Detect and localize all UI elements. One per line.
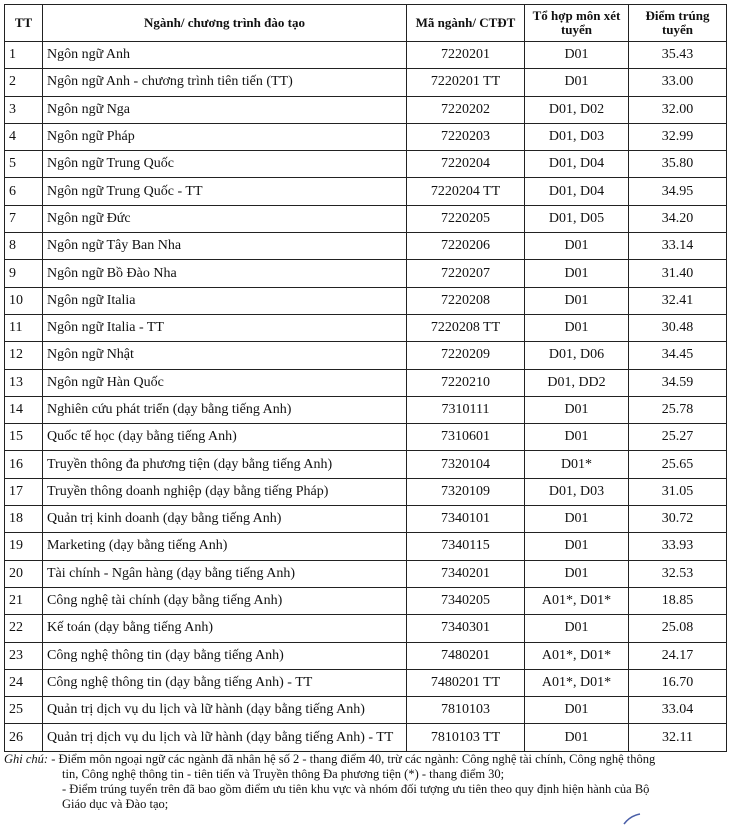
admission-score: 24.17 bbox=[629, 642, 727, 669]
row-number: 11 bbox=[5, 314, 43, 341]
program-name: Quốc tế học (dạy bằng tiếng Anh) bbox=[43, 424, 407, 451]
table-row bbox=[5, 533, 727, 560]
admission-score: 30.72 bbox=[629, 506, 727, 533]
subject-combination: D01, D03 bbox=[525, 123, 629, 150]
program-name: Quản trị dịch vụ du lịch và lữ hành (dạy bằng tiếng Anh) bbox=[43, 697, 407, 724]
program-name: Ngôn ngữ Anh - chương trình tiên tiến (TT) bbox=[43, 69, 407, 96]
row-number: 8 bbox=[5, 233, 43, 260]
program-name: Ngôn ngữ Đức bbox=[43, 205, 407, 232]
table-row bbox=[5, 615, 727, 642]
table-row bbox=[5, 424, 727, 451]
row-number: 17 bbox=[5, 478, 43, 505]
program-code: 7220204 TT bbox=[407, 178, 525, 205]
program-code: 7340301 bbox=[407, 615, 525, 642]
admission-score: 34.95 bbox=[629, 178, 727, 205]
row-number: 18 bbox=[5, 506, 43, 533]
header-tt: TT bbox=[5, 5, 43, 42]
program-code: 7220207 bbox=[407, 260, 525, 287]
note-line-1: - Điểm môn ngoại ngữ các ngành đã nhân hệ số 2 - thang điểm 40, trừ các ngành: Công nghệ tài chính, Công nghệ thông bbox=[51, 752, 656, 766]
program-name: Ngôn ngữ Italia - TT bbox=[43, 314, 407, 341]
program-name: Truyền thông đa phương tiện (dạy bằng tiếng Anh) bbox=[43, 451, 407, 478]
admission-score: 33.00 bbox=[629, 69, 727, 96]
admission-score: 25.08 bbox=[629, 615, 727, 642]
program-code: 7220201 TT bbox=[407, 69, 525, 96]
program-name: Ngôn ngữ Tây Ban Nha bbox=[43, 233, 407, 260]
table-row bbox=[5, 697, 727, 724]
table-row bbox=[5, 260, 727, 287]
subject-combination: D01 bbox=[525, 69, 629, 96]
subject-combination: D01, DD2 bbox=[525, 369, 629, 396]
table-row bbox=[5, 178, 727, 205]
program-name: Ngôn ngữ Trung Quốc - TT bbox=[43, 178, 407, 205]
table-row bbox=[5, 342, 727, 369]
admission-score: 25.65 bbox=[629, 451, 727, 478]
table-row bbox=[5, 478, 727, 505]
program-code: 7220204 bbox=[407, 151, 525, 178]
subject-combination: D01 bbox=[525, 233, 629, 260]
subject-combination: D01 bbox=[525, 260, 629, 287]
program-code: 7220210 bbox=[407, 369, 525, 396]
table-header-row bbox=[5, 5, 727, 42]
program-code: 7480201 bbox=[407, 642, 525, 669]
admission-score: 16.70 bbox=[629, 669, 727, 696]
row-number: 10 bbox=[5, 287, 43, 314]
row-number: 3 bbox=[5, 96, 43, 123]
subject-combination: D01 bbox=[525, 615, 629, 642]
program-code: 7220209 bbox=[407, 342, 525, 369]
subject-combination: A01*, D01* bbox=[525, 587, 629, 614]
program-name: Quản trị kinh doanh (dạy bằng tiếng Anh) bbox=[43, 506, 407, 533]
row-number: 19 bbox=[5, 533, 43, 560]
row-number: 25 bbox=[5, 697, 43, 724]
program-name: Truyền thông doanh nghiệp (dạy bằng tiếng Pháp) bbox=[43, 478, 407, 505]
admission-score: 34.45 bbox=[629, 342, 727, 369]
program-code: 7220208 TT bbox=[407, 314, 525, 341]
row-number: 7 bbox=[5, 205, 43, 232]
subject-combination: D01 bbox=[525, 697, 629, 724]
row-number: 23 bbox=[5, 642, 43, 669]
subject-combination: D01 bbox=[525, 287, 629, 314]
row-number: 15 bbox=[5, 424, 43, 451]
program-name: Công nghệ tài chính (dạy bằng tiếng Anh) bbox=[43, 587, 407, 614]
subject-combination: D01, D05 bbox=[525, 205, 629, 232]
program-name: Ngôn ngữ Pháp bbox=[43, 123, 407, 150]
table-row bbox=[5, 123, 727, 150]
admission-score: 18.85 bbox=[629, 587, 727, 614]
admission-score: 33.14 bbox=[629, 233, 727, 260]
table-row bbox=[5, 669, 727, 696]
subject-combination: D01 bbox=[525, 533, 629, 560]
program-code: 7320109 bbox=[407, 478, 525, 505]
row-number: 6 bbox=[5, 178, 43, 205]
notes-section bbox=[4, 752, 726, 812]
row-number: 4 bbox=[5, 123, 43, 150]
row-number: 13 bbox=[5, 369, 43, 396]
program-code: 7310111 bbox=[407, 396, 525, 423]
program-code: 7810103 TT bbox=[407, 724, 525, 751]
header-code: Mã ngành/ CTĐT bbox=[407, 5, 525, 42]
subject-combination: D01, D03 bbox=[525, 478, 629, 505]
program-code: 7480201 TT bbox=[407, 669, 525, 696]
table-row bbox=[5, 560, 727, 587]
subject-combination: D01 bbox=[525, 506, 629, 533]
program-code: 7310601 bbox=[407, 424, 525, 451]
subject-combination: D01 bbox=[525, 424, 629, 451]
program-name: Nghiên cứu phát triển (dạy bằng tiếng Anh) bbox=[43, 396, 407, 423]
subject-combination: D01 bbox=[525, 314, 629, 341]
header-program: Ngành/ chương trình đào tạo bbox=[43, 5, 407, 42]
table-body bbox=[5, 42, 727, 752]
row-number: 5 bbox=[5, 151, 43, 178]
admission-score: 34.20 bbox=[629, 205, 727, 232]
table-row bbox=[5, 314, 727, 341]
program-code: 7340201 bbox=[407, 560, 525, 587]
row-number: 16 bbox=[5, 451, 43, 478]
program-name: Marketing (dạy bằng tiếng Anh) bbox=[43, 533, 407, 560]
program-code: 7220205 bbox=[407, 205, 525, 232]
subject-combination: D01 bbox=[525, 42, 629, 69]
table-row bbox=[5, 69, 727, 96]
subject-combination: D01, D04 bbox=[525, 151, 629, 178]
row-number: 1 bbox=[5, 42, 43, 69]
admission-score: 25.27 bbox=[629, 424, 727, 451]
notes-label: Ghi chú: bbox=[4, 752, 49, 766]
table-row bbox=[5, 287, 727, 314]
admission-score: 30.48 bbox=[629, 314, 727, 341]
subject-combination: D01 bbox=[525, 724, 629, 751]
program-code: 7340205 bbox=[407, 587, 525, 614]
program-name: Tài chính - Ngân hàng (dạy bằng tiếng Anh) bbox=[43, 560, 407, 587]
program-code: 7810103 bbox=[407, 697, 525, 724]
row-number: 2 bbox=[5, 69, 43, 96]
admission-score: 35.80 bbox=[629, 151, 727, 178]
header-score: Điểm trúng tuyển bbox=[629, 5, 727, 42]
admission-score: 33.04 bbox=[629, 697, 727, 724]
program-code: 7220206 bbox=[407, 233, 525, 260]
program-name: Ngôn ngữ Italia bbox=[43, 287, 407, 314]
table-row bbox=[5, 151, 727, 178]
program-name: Ngôn ngữ Nga bbox=[43, 96, 407, 123]
table-row bbox=[5, 42, 727, 69]
row-number: 24 bbox=[5, 669, 43, 696]
admission-score: 32.99 bbox=[629, 123, 727, 150]
program-code: 7320104 bbox=[407, 451, 525, 478]
row-number: 14 bbox=[5, 396, 43, 423]
row-number: 9 bbox=[5, 260, 43, 287]
subject-combination: D01, D04 bbox=[525, 178, 629, 205]
table-row bbox=[5, 451, 727, 478]
admission-score: 32.00 bbox=[629, 96, 727, 123]
program-code: 7220203 bbox=[407, 123, 525, 150]
program-code: 7340101 bbox=[407, 506, 525, 533]
program-code: 7340115 bbox=[407, 533, 525, 560]
note-line-3: - Điểm trúng tuyển trên đã bao gồm điểm ưu tiên khu vực và nhóm đối tượng ưu tiên theo quy định hiện hành của Bộ bbox=[62, 782, 650, 796]
row-number: 12 bbox=[5, 342, 43, 369]
admission-score: 33.93 bbox=[629, 533, 727, 560]
program-name: Ngôn ngữ Bồ Đào Nha bbox=[43, 260, 407, 287]
admission-score: 32.41 bbox=[629, 287, 727, 314]
row-number: 26 bbox=[5, 724, 43, 751]
program-name: Ngôn ngữ Anh bbox=[43, 42, 407, 69]
signature-stroke-icon bbox=[622, 812, 642, 826]
program-name: Ngôn ngữ Nhật bbox=[43, 342, 407, 369]
table-row bbox=[5, 642, 727, 669]
subject-combination: D01, D02 bbox=[525, 96, 629, 123]
subject-combination: A01*, D01* bbox=[525, 642, 629, 669]
note-line-2: tin, Công nghệ thông tin - tiên tiến và Truyền thông Đa phương tiện (*) - thang điểm 30; bbox=[62, 767, 505, 781]
subject-combination: D01 bbox=[525, 396, 629, 423]
table-row bbox=[5, 506, 727, 533]
table-row bbox=[5, 205, 727, 232]
subject-combination: D01, D06 bbox=[525, 342, 629, 369]
program-code: 7220208 bbox=[407, 287, 525, 314]
program-name: Ngôn ngữ Hàn Quốc bbox=[43, 369, 407, 396]
program-name: Ngôn ngữ Trung Quốc bbox=[43, 151, 407, 178]
admission-score: 31.05 bbox=[629, 478, 727, 505]
program-code: 7220202 bbox=[407, 96, 525, 123]
program-name: Công nghệ thông tin (dạy bằng tiếng Anh) bbox=[43, 642, 407, 669]
admission-score: 32.53 bbox=[629, 560, 727, 587]
admission-scores-table bbox=[4, 4, 727, 752]
row-number: 21 bbox=[5, 587, 43, 614]
program-name: Quản trị dịch vụ du lịch và lữ hành (dạy bằng tiếng Anh) - TT bbox=[43, 724, 407, 751]
table-row bbox=[5, 369, 727, 396]
admission-score: 25.78 bbox=[629, 396, 727, 423]
table-row bbox=[5, 233, 727, 260]
subject-combination: A01*, D01* bbox=[525, 669, 629, 696]
admission-score: 31.40 bbox=[629, 260, 727, 287]
table-row bbox=[5, 587, 727, 614]
program-code: 7220201 bbox=[407, 42, 525, 69]
admission-score: 34.59 bbox=[629, 369, 727, 396]
row-number: 22 bbox=[5, 615, 43, 642]
note-line-4: Giáo dục và Đào tạo; bbox=[62, 797, 169, 811]
header-combo: Tổ hợp môn xét tuyển bbox=[525, 5, 629, 42]
subject-combination: D01* bbox=[525, 451, 629, 478]
subject-combination: D01 bbox=[525, 560, 629, 587]
table-row bbox=[5, 396, 727, 423]
admission-score: 35.43 bbox=[629, 42, 727, 69]
admission-score: 32.11 bbox=[629, 724, 727, 751]
program-name: Công nghệ thông tin (dạy bằng tiếng Anh) - TT bbox=[43, 669, 407, 696]
table-row bbox=[5, 96, 727, 123]
program-name: Kế toán (dạy bằng tiếng Anh) bbox=[43, 615, 407, 642]
table-row bbox=[5, 724, 727, 751]
row-number: 20 bbox=[5, 560, 43, 587]
